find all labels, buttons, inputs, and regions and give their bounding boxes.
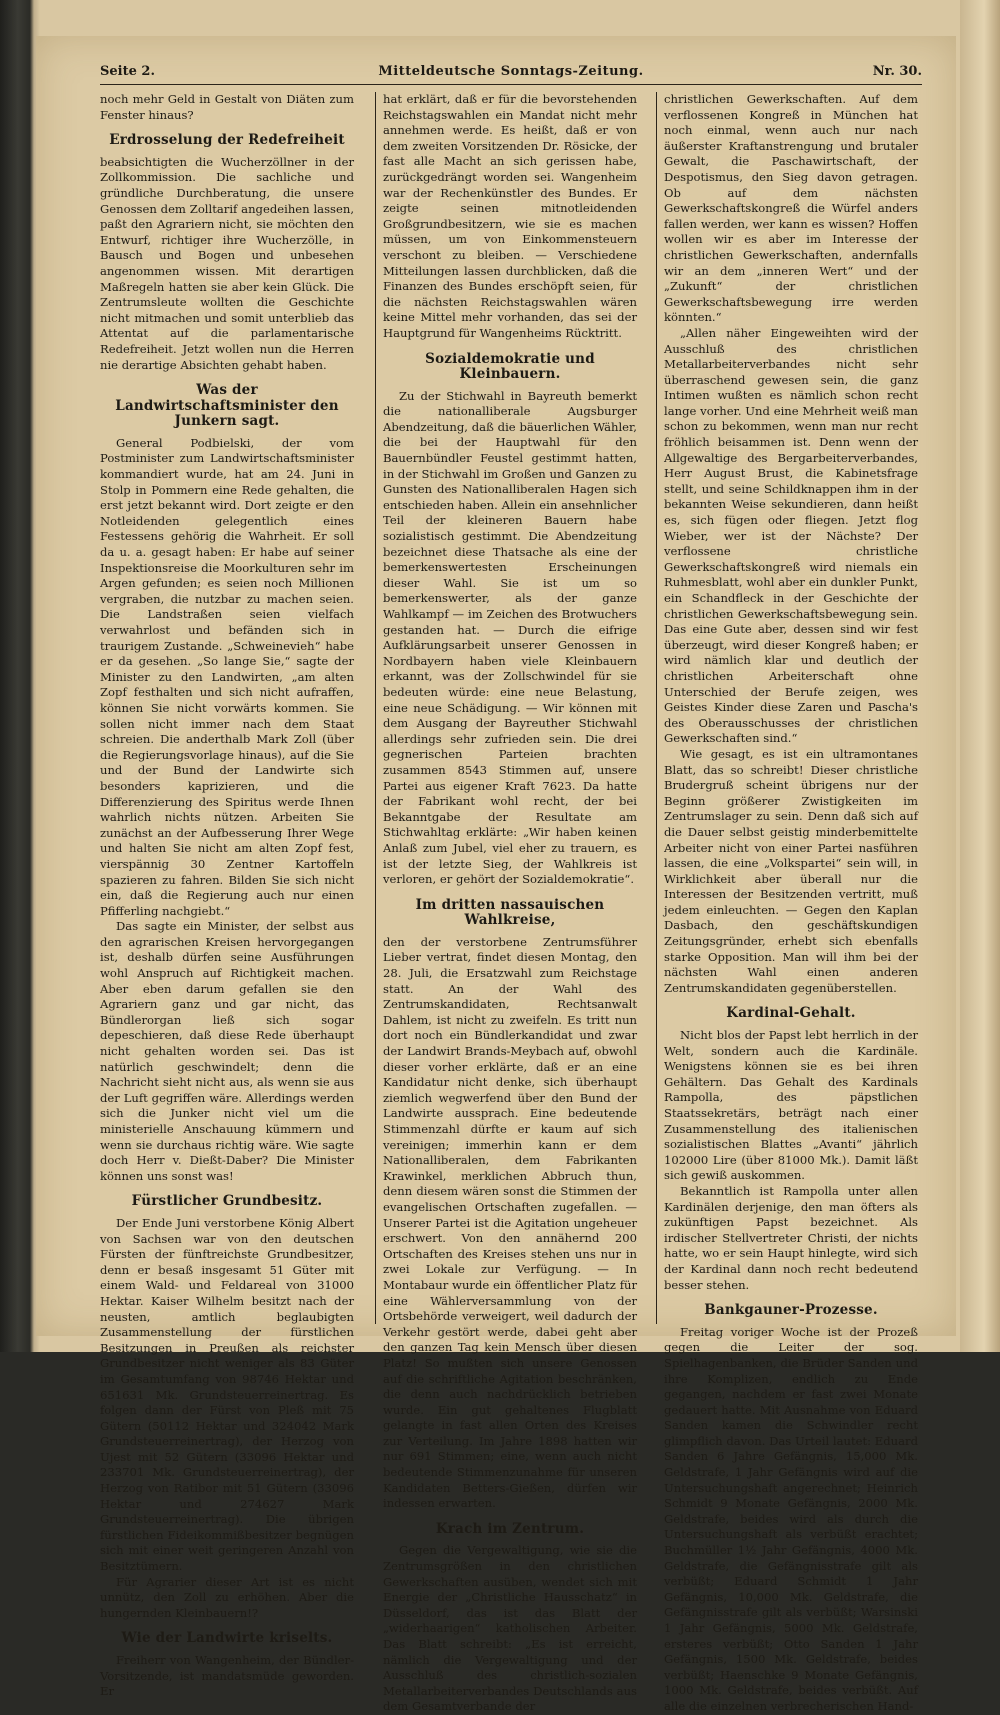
article-heading: Sozialdemokratie und Kleinbauern.: [425, 350, 595, 383]
article-paragraph: General Podbielski, der vom Postminister zum Landwirtschaftsminister kommandiert wurde, hat am 24. Juni in Stolp in Pommern eine Rede gehalten, die erst jetzt bekannt wird. Dort zeigte er den Notleidenden gelegentlich eines Festessens gehörig die Wahrheit. Er soll da u. a. gesagt haben: Er habe auf seiner Inspektionsreise die Moorkulturen sehr im Argen gefunden; es seien noch Millionen vergraben, die nutzbar zu machen seien. Die Landstraßen seien vielfach verwahrlost und befänden sich in traurigem Zustande. „Schweinevieh“ habe er da gesehen. „So lange Sie,“ sagte der Minister zu den Landwirten, „am alten Zopf festhalten und sich nicht aufraffen, können Sie nicht vorwärts kommen. Sie sollen nicht immer nach dem Staat schreien. Die anderthalb Mark Zoll (über die Regierungsvorlage hinaus), auf die Sie und der Bund der Landwirte sich besonders kaprizieren, und die Differenzierung des Spiritus werde Ihnen wahrlich nichts nützen. Arbeiten Sie zunächst an der Aufbesserung Ihrer Wege und halten Sie nicht am alten Zopf fest, vierspännig 30 Zentner Kartoffeln spazieren zu fahren. Bilden Sie sich nicht ein, daß die Regierung auch nur einen Pfifferling nachgiebt.“: [100, 435, 354, 918]
article-paragraph: Nicht blos der Papst lebt herrlich in der Welt, sondern auch die Kardinäle. Wenigstens können sie es bei ihren Gehältern. Das Gehalt des Kardinals Rampolla, des päpstlichen Staatssekretärs, beträgt nach einer Zusammenstellung des italienischen sozialistischen Blattes „Avanti“ jährlich 102000 Lire (über 81000 Mk.). Damit läßt sich gewiß auskommen.: [664, 1028, 918, 1183]
adjacent-page-edge: [960, 0, 1000, 1352]
header-rule: [100, 84, 922, 85]
article-paragraph: Für Agrarier dieser Art ist es nicht unnütz, den Zoll zu erhöhen. Aber die hungernden Kleinbauern!?: [100, 1574, 354, 1620]
article-heading: Im dritten nassauischen Wahlkreise,: [415, 896, 605, 929]
article-heading: Erdrosselung der Redefreiheit: [109, 132, 345, 149]
article-paragraph: Zu der Stichwahl in Bayreuth bemerkt die nationalliberale Augsburger Abendzeitung, daß die bäuerlichen Wähler, die bei der Hauptwahl für den Bauernbündler Feustel gestimmt hatten, in der Stichwahl im Großen und Ganzen zu Gunsten des Nationalliberalen Hagen sich entschieden haben. Allein ein ansehnlicher Teil der kleineren Bauern habe sozialistisch gestimmt. Die Abendzeitung bezeichnet diese Thatsache als eine der bemerkenswertesten Erscheinungen dieser Wahl. Sie ist um so bemerkenswerter, als der ganze Wahlkampf — im Zeichen des Brotwuchers gestanden hat. — Durch die eifrige Aufklärungsarbeit unserer Genossen in Nordbayern haben viele Kleinbauern erkannt, was der Zollschwindel für sie bedeuten würde: eine neue Belastung, eine neue Schädigung. — Wir können mit dem Ausgang der Bayreuther Stichwahl allerdings sehr zufrieden sein. Die drei gegnerischen Parteien brachten zusammen 8543 Stimmen auf, unsere Partei aus eigener Kraft 7623. Da hatte der Fabrikant wohl recht, der bei Bekanntgabe der Resultate am Stichwahltag erklärte: „Wir haben keinen Anlaß zum Jubel, viel eher zu trauern, es ist der letzte Sieg, der Wahlkreis ist verloren, er gehört der Sozialdemokratie“.: [383, 388, 637, 887]
article-paragraph: den der verstorbene Zentrumsführer Lieber vertrat, findet diesen Montag, den 28. Juli, die Ersatzwahl zum Reichstage statt. An der Wahl des Zentrumskandidaten, Rechtsanwalt Dahlem, ist nicht zu zweifeln. Es tritt nun dort noch ein Bündlerkandidat und zwar der Landwirt Brands-Meybach auf, obwohl dieser vorher erklärte, daß er an eine Kandidatur nicht denke, sich überhaupt ziemlich wegwerfend über den Bund der Landwirte aussprach. Eine bedeutende Stimmenzahl dürfte er kaum auf sich vereinigen; immerhin kann er dem Nationalliberalen, dem Fabrikanten Krawinkel, merklichen Abbruch thun, denn diesem wären sonst die Stimmen der evangelischen Ortschaften zugefallen. — Unserer Partei ist die Agitation ungeheuer erschwert. Von den annähernd 200 Ortschaften des Kreises stehen uns nur in zwei Lokale zur Verfügung. — In Montabaur wurde ein öffentlicher Platz für eine Wählerversammlung von der Ortsbehörde verweigert, weil dadurch der Verkehr gestört werde, dabei geht aber den ganzen Tag kein Mensch über diesen Platz! So mußten sich unsere Genossen auf die schriftliche Agitation beschränken, die denn auch nachdrücklich betrieben wurde. Ein gut gehaltenes Flugblatt gelangte in fast allen Orten des Kreises zur Verteilung. Im Jahre 1898 hatten wir nur 691 Stimmen; eine, wenn auch nicht bedeutende Stimmenzunahme für unseren Kandidaten Betters-Gießen, dürfen wir indessen erwarten.: [383, 934, 637, 1511]
article-heading: Wie der Landwirte kriselts.: [121, 1630, 333, 1647]
article-paragraph: Bekanntlich ist Rampolla unter allen Kardinälen derjenige, den man öfters als zukünftigen Papst bezeichnet. Als irdischer Stellvertreter Christi, der nichts hatte, wo er sein Haupt hinlegte, wird sich der Kardinal dann noch recht bedeutend besser stehen.: [664, 1183, 918, 1292]
column-divider-1: [375, 92, 376, 1324]
article-heading: Kardinal-Gehalt.: [726, 1005, 856, 1022]
page-label: Seite 2.: [100, 64, 155, 79]
article-paragraph: noch mehr Geld in Gestalt von Diäten zum Fenster hinaus?: [100, 92, 354, 122]
article-paragraph: Gegen die Vergewaltigung, wie sie die Zentrumsgrößen in den christlichen Gewerkschaften ausüben, wendet sich mit Energie der „Christliche Hausschatz“ in Düsseldorf, das ist das Blatt der „widerhaarigen“ katholischen Arbeiter. Das Blatt schreibt: „Es ist erreicht, nämlich die Vergewaltigung und der Ausschluß des christlich-sozialen Metallarbeiterverbandes Deutschlands aus dem Gesamtverbande der: [383, 1543, 637, 1714]
column-3: [664, 92, 918, 1713]
article-heading: Was der Landwirtschaftsminister den Junkern sagt.: [115, 382, 339, 430]
article-paragraph: Freiherr von Wangenheim, der Bündler-Vorsitzende, ist mandatsmüde geworden. Er: [100, 1653, 354, 1699]
issue-number: Nr. 30.: [872, 64, 922, 79]
article-paragraph: Das sagte ein Minister, der selbst aus den agrarischen Kreisen hervorgegangen ist, deshalb dürfen seine Ausführungen wohl Anspruch auf Richtigkeit machen. Aber eben darum gefallen sie den Agrariern ganz und gar nicht, das Bündlerorgan ließ sich sogar depeschieren, daß diese Rede überhaupt nicht gehalten worden sei. Das ist natürlich geschwindelt; denn die Nachricht sieht nicht aus, als wenn sie aus der Luft gegriffen wäre. Allerdings werden sich die Junker nicht viel um die ministerielle Anschauung kümmern und wenn sie durchaus richtig wäre. Wie sagte doch Herr v. Dießt-Daber? Die Minister können uns sonst was!: [100, 919, 354, 1183]
column-2: [383, 92, 637, 1714]
column-divider-2: [656, 92, 657, 1324]
article-paragraph: Freitag voriger Woche ist der Prozeß gegen die Leiter der sog. Spielhagenbanken, die Brüder Sanden und ihre Komplizen, endlich zu Ende gegangen, nachdem er fast zwei Monate gedauert hatte. Mit Ausnahme von Eduard Sanden kamen die Schwindler recht glimpflich davon. Das Urteil lautet: Eduard Sanden 6 Jahre Gefängnis, 15,000 Mk. Geldstrafe, 1 Jahr Gefängnis wird auf die Untersuchungshaft angerechnet; Heinrich Schmidt 9 Monate Gefängnis, 2000 Mk. Geldstrafe, beides wird als durch die Untersuchungshaft als verbüßt erachtet; Buchmüller 1½ Jahr Gefängnis, 4000 Mk. Geldstrafe, die Gefängnisstrafe gilt als verbüßt; Eduard Schmidt 1 Jahr Gefängnis, 10,000 Mk. Geldstrafe, die Gefängnisstrafe gilt als verbüßt; Warsinski 1 Jahr Gefängnis, 5000 Mk. Geldstrafe, ersteres verbüßt; Otto Sanden 1 Jahr Gefängnis, 1500 Mk. Geldstrafe, beides verbüßt; Haenschke 9 Monate Gefängnis, 1000 Mk. Geldstrafe, beides verbüßt. Auf alle die einzelnen verbrecherischen Hand-: [664, 1324, 918, 1713]
article-paragraph: beabsichtigten die Wucherzöllner in der Zollkommission. Die sachliche und gründliche Durchberatung, die unsere Genossen dem Zolltarif angedeihen lassen, paßt den Agrariern nicht, sie möchten den Entwurf, richtiger ihre Wucherzölle, in Bausch und Bogen und unbesehen angenommen wissen. Mit derartigen Maßregeln hatten sie aber kein Glück. Die Zentrumsleute wollten die Geschichte nicht mitmachen und somit unterblieb das Attentat auf die parlamentarische Redefreiheit. Jetzt wollen nun die Herren nie derartige Absichten gehabt haben.: [100, 154, 354, 372]
article-paragraph: Der Ende Juni verstorbene König Albert von Sachsen war von den deutschen Fürsten der fünftreichste Grundbesitzer, denn er besaß insgesamt 51 Güter mit einem Wald- und Feldareal von 31000 Hektar. Kaiser Wilhelm besitzt nach der neusten, amtlich beglaubigten Zusammenstellung der fürstlichen Besitzungen in Preußen als reichster Grundbesitzer nicht weniger als 83 Güter im Gesamtumfang von 98746 Hektar und 651631 Mk. Grundsteuerreinertrag. Es folgen dann der Fürst von Pleß mit 75 Gütern (50112 Hektar und 324042 Mark Grundsteuerreinertrag), der Herzog von Ujest mit 52 Gütern (33096 Hektar und 233701 Mk. Grundsteuerreinertrag), der Herzog von Ratibor mit 51 Gütern (33096 Hektar und 274627 Mark Grundsteuerreinertrag). Die übrigen fürstlichen Fideikommißbesitzer begnügen sich mit einer weit geringeren Anzahl von Besitztümern.: [100, 1215, 354, 1574]
article-paragraph: „Allen näher Eingeweihten wird der Ausschluß des christlichen Metallarbeiterverbandes nicht sehr überraschend gewesen sein, die ganz Intimen wußten es nämlich schon recht lange vorher. Und eine Mehrheit weiß man schon zu bekommen, wenn man nur recht fröhlich beisammen ist. Denn wenn der Allgewaltige des Bergarbeiterverbandes, Herr August Brust, die Kabinetsfrage stellt, und seine Schildknappen ihm in der bekannten Weise sekundieren, dann heißt es, sich fügen oder fliegen. Jetzt flog Wieber, wer ist der Nächste? Der verflossene christliche Gewerkschaftskongreß wird niemals ein Ruhmesblatt, wohl aber ein dunkler Punkt, ein Schandfleck in der Geschichte der christlichen Gewerkschaftsbewegung sein. Das eine Gute aber, dessen sind wir fest überzeugt, wird dieser Kongreß haben; er wird nämlich klar und deutlich der christlichen Arbeiterschaft ohne Unterschied der Berufe zeigen, wes Geistes Kinder diese Zaren und Pascha's des Oberausschusses der christlichen Gewerkschaften sind.“: [664, 325, 918, 746]
paper-title: Mitteldeutsche Sonntags-Zeitung.: [378, 64, 644, 79]
article-paragraph: Wie gesagt, es ist ein ultramontanes Blatt, das so schreibt! Dieser christliche Brudergruß scheint übrigens nur der Beginn größerer Zwistigkeiten im Zentrumslager zu sein. Denn daß sich auf die Dauer selbst geistig minderbemittelte Arbeiter nicht von einer Partei nasführen lassen, die eine „Volkspartei“ sein will, in Wirklichkeit aber überall nur die Interessen der Besitzenden vertritt, muß jedem einleuchten. — Gegen den Kaplan Dasbach, den geschäftskundigen Zeitungsgründer, erhebt sich ebenfalls starke Opposition. Man will ihm bei der nächsten Wahl einen anderen Zentrumskandidaten gegenüberstellen.: [664, 746, 918, 995]
article-heading: Fürstlicher Grundbesitz.: [131, 1193, 323, 1210]
article-paragraph: hat erklärt, daß er für die bevorstehenden Reichstagswahlen ein Mandat nicht mehr annehmen werde. Es heißt, daß er von dem zweiten Vorsitzenden Dr. Rösicke, der fast alle Macht an sich gerissen habe, zurückgedrängt worden sei. Wangenheim war der Rechenkünstler des Bundes. Er zeigte seinen mitnotleidenden Großgrundbesitzern, wie sie es machen müssen, um von Einkommensteuern verschont zu bleiben. — Verschiedene Mitteilungen lassen durchblicken, daß die Finanzen des Bundes erschöpft seien, für die nächsten Reichstagswahlen wären keine Mittel mehr vorhanden, das sei der Hauptgrund für Wangenheims Rücktritt.: [383, 92, 637, 340]
article-heading: Krach im Zentrum.: [435, 1520, 585, 1537]
article-paragraph: christlichen Gewerkschaften. Auf dem verflossenen Kongreß in München hat noch einmal, wenn auch nur nach äußerster Kraftanstrengung und brutaler Gewalt, die Paschawirtschaft, der Despotismus, den Sieg davon getragen. Ob auf dem nächsten Gewerkschaftskongreß die Würfel anders fallen werden, wer kann es wissen? Hoffen wollen wir es aber im Interesse der christlichen Gewerkschaften, andernfalls wir an dem „inneren Wert“ und der „Zukunft“ der christlichen Gewerkschaftsbewegung irre werden könnten.“: [664, 92, 918, 325]
article-heading: Bankgauner-Prozesse.: [704, 1302, 878, 1319]
page-header: [100, 56, 922, 80]
column-1: [100, 92, 354, 1699]
